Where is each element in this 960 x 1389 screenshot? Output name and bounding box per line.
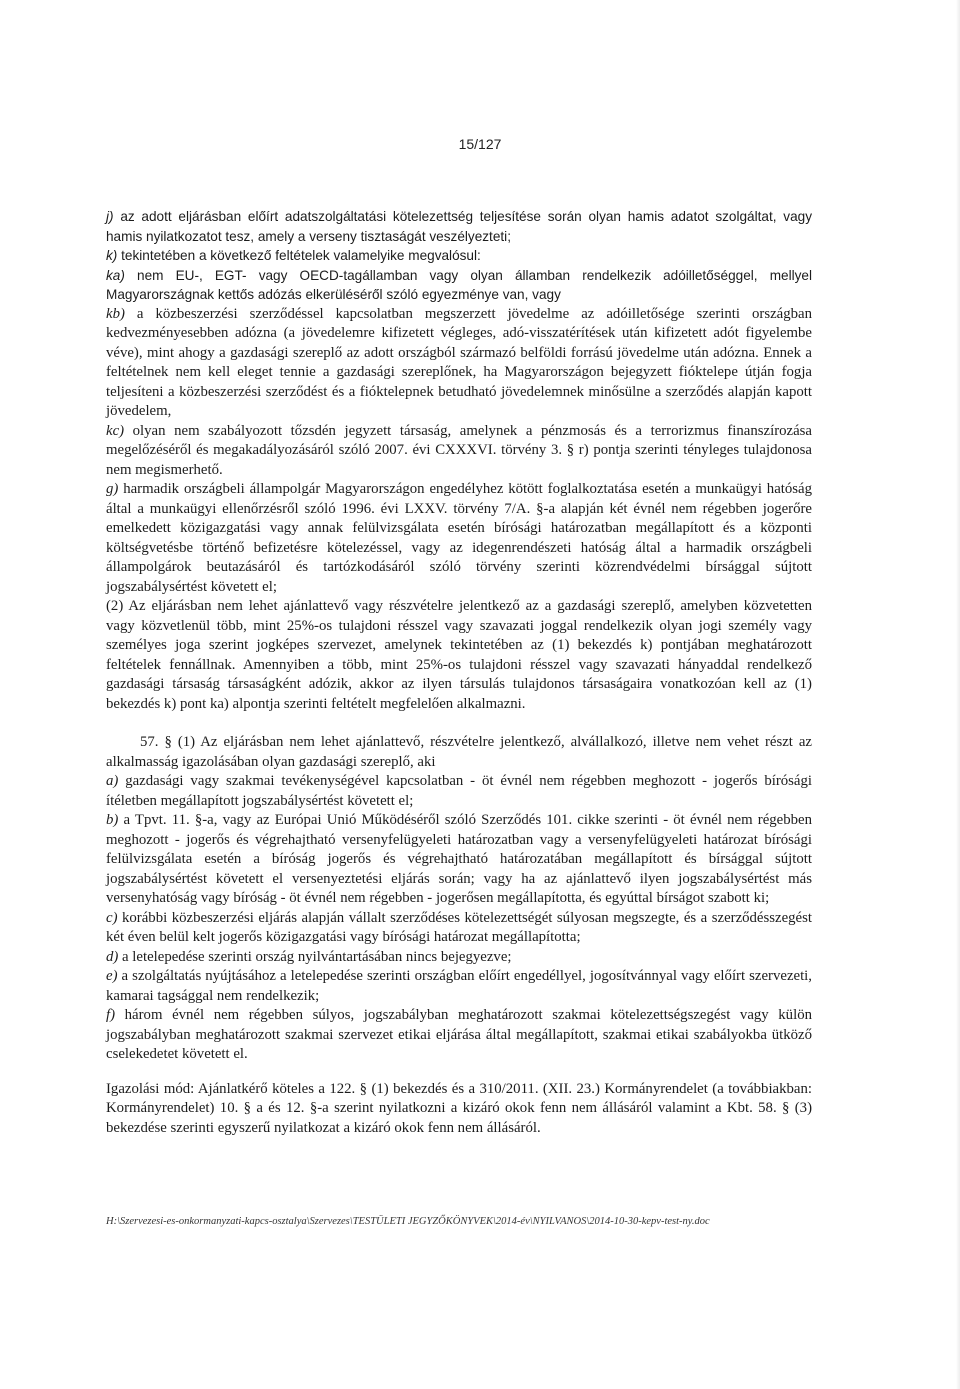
paragraph-d [106, 948, 812, 968]
paragraph-k [106, 246, 812, 266]
paragraph-57 [106, 733, 812, 772]
item-lead: c) [106, 909, 118, 926]
item-lead: f) [106, 1007, 116, 1023]
item-text: az adott eljárásban előírt adatszolgáltatási kötelezettség teljesítése során olyan hamis adatot szolgáltat, vagy hamis nyilatkozatot tesz, amely a verseny tisztaságát veszélyezteti; [106, 209, 812, 244]
item-lead: b) [106, 812, 119, 828]
item-text: a letelepedése szerinti ország nyilvántartásában nincs bejegyezve; [118, 948, 512, 965]
item-text: a Tpvt. 11. §-a, vagy az Európai Unió Működéséről szóló Szerződés 101. cikke szerinti - öt évnél nem régebben meghozott - jogerős és végrehajtható versenyfelügyeleti határozatban vagy a versenyfelügyeleti határozat bírósági felülvizsgálata esetén a bíróság jogerős és végrehajtható határozatában megállapított és bírsággal sújtott jogszabálysértést követett el versenyeztetési eljárás során; vagy ha az ajánlattevő ilyen jogszabálysértést más versenyhatóság vagy bíróság - öt évnél nem régebben - jogerősen megállapította, és egyúttal bírságot szabott ki; [106, 812, 812, 906]
paragraph-j [106, 207, 812, 246]
item-lead: kb) [106, 305, 125, 322]
paragraph-a [106, 772, 812, 811]
paragraph-e [106, 967, 812, 1006]
paragraph-ka [106, 266, 812, 305]
item-lead: e) [106, 968, 118, 984]
item-lead: g) [106, 481, 119, 497]
item-text: Igazolási mód: Ajánlatkérő köteles a 122. § (1) bekezdés és a 310/2011. (XII. 23.) Kormányrendelet (a továbbiakban: Kormányrendelet) 10. § a és 12. §-a szerint nyilatkozni a kizáró okok fenn nem állásáról valamint a Kbt. 58. § (3) bekezdése szerinti egyszerű nyilatkozat a kizáró okok fenn nem állásáról. [106, 1080, 812, 1136]
document-body [106, 207, 812, 1138]
paragraph-c [106, 909, 812, 948]
item-text: harmadik országbeli állampolgár Magyarországon engedélyhez kötött foglalkoztatása esetén a munkaügyi hatóság által a munkaügyi ellenőrzésről szóló 1996. évi LXXV. törvény 7/A. §-a alapján két évnél nem régebben jogerőre emelkedett közigazgatási vagy annak felülvizsgálata esetén bírósági határozatban megállapított és a központi költségvetésbe történő befizetésre kötelezéssel, vagy az idegenrendészeti hatóság által a harmadik országbeli állampolgárok beutazásáról és tartózkodásáról szóló törvény szerinti közrendvédelmi bírsággal sújtott jogszabálysértést követett el; [106, 481, 812, 595]
paragraph-igazolasi-mod [106, 1080, 812, 1139]
paragraph-f [106, 1006, 812, 1065]
item-text: tekintetében a következő feltételek valamelyike megvalósul: [117, 248, 481, 263]
item-lead: kc) [106, 422, 125, 439]
paragraph-kb [106, 305, 812, 422]
item-text: § (1) Az eljárásban nem lehet ajánlattevő, részvételre jelentkező, alvállalkozó, illetve nem vehet részt az alkalmasság igazolásában olyan gazdasági szereplő, aki [106, 734, 812, 770]
paragraph-kc [106, 422, 812, 481]
scan-edge [956, 0, 960, 1389]
paragraph-g [106, 480, 812, 597]
item-lead: j) [106, 209, 114, 224]
item-lead: k) [106, 248, 118, 263]
footer-file-path: H:\Szervezesi-es-onkormanyzati-kapcs-osztalya\Szervezes\TESTÜLETI JEGYZŐKÖNYVEK\2014-év\NYILVANOS\2014-10-30-kepv-test-ny.doc [106, 1216, 710, 1227]
item-text: (2) Az eljárásban nem lehet ajánlattevő vagy részvételre jelentkező az a gazdasági szereplő, amelyben közvetetten vagy közvetlenül több, mint 25%-os tulajdoni résszel vagy szavazati joggal rendelkezik olyan jogi személy vagy személyes joga szerint jogképes szervezet, amelynek tekintetében az (1) bekezdés k) pontjában meghatározott feltételek fennállnak. Amennyiben a több, mint 25%-os tulajdoni résszel vagy szavazati hányaddal rendelkező gazdasági társaság társaságként adózik, akkor az ilyen társulás tulajdonos társaságaira vonatkozóan kell az (1) bekezdés k) pont ka) alpontja szerinti feltételt megfelelően alkalmazni. [106, 598, 812, 712]
page-number: 15/127 [458, 136, 502, 152]
item-text: korábbi közbeszerzési eljárás alapján vállalt szerződéses kötelezettségét súlyosan megszegte, és a szerződésszegést két éven belül kelt jogerős közigazgatási vagy bírósági határozat megállapította; [106, 909, 812, 945]
item-text: gazdasági vagy szakmai tevékenységével kapcsolatban - öt évnél nem régebben meghozott - jogerős bírósági ítéletben megállapított jogszabálysértést követett el; [106, 773, 812, 809]
item-text: a szolgáltatás nyújtásához a letelepedése szerinti országban előírt engedéllyel, jogosítvánnyal vagy előírt szervezeti, kamarai tagsággal nem rendelkezik; [106, 968, 812, 1004]
item-text: olyan nem szabályozott tőzsdén jegyzett társaság, amelynek a pénzmosás és a terrorizmus finanszírozása megelőzéséről és megakadályozásáról szóló 2007. évi CXXXVI. törvény 3. § r) pontja szerinti tényleges tulajdonosa nem megismerhető. [106, 422, 812, 478]
item-lead: ka) [106, 267, 125, 283]
item-text: a közbeszerzési szerződéssel kapcsolatban megszerzett jövedelme az adóilletősége szerinti országban kedvezményesebben adózna (a jövedelemre kifizetett végleges, adó-visszatérítések után kifizetett adót figyelembe véve), mint ahogy a gazdasági szereplő az adott országból származó belföldi forrású jövedelme után adózna. Ennek a feltételnek nem kell eleget tennie a gazdasági szereplőnek, ha Magyarországon bejegyzett fióktelepe útján fogja teljesíteni a közbeszerzési szerződést és a fióktelepnek betudható jövedelemnek minősülne a szerződés alapján kapott jövedelem, [106, 305, 812, 419]
section-number: 57. [140, 734, 159, 750]
item-lead: a) [106, 773, 119, 789]
paragraph-b [106, 811, 812, 909]
item-lead: d) [106, 948, 119, 965]
paragraph-2 [106, 597, 812, 714]
item-text: nem EU-, EGT- vagy OECD-tagállamban vagy olyan államban rendelkezik adóilletőséggel, mellyel Magyarországnak kettős adózás elkerüléséről szóló egyezménye van, vagy [106, 267, 812, 302]
item-text: három évnél nem régebben súlyos, jogszabályban meghatározott szakmai kötelezettségszegést vagy külön jogszabályban meghatározott szakmai szervezet etikai eljárása által megállapított, szakmai etikai szabályokba ütköző cselekedetet követett el. [106, 1007, 812, 1062]
